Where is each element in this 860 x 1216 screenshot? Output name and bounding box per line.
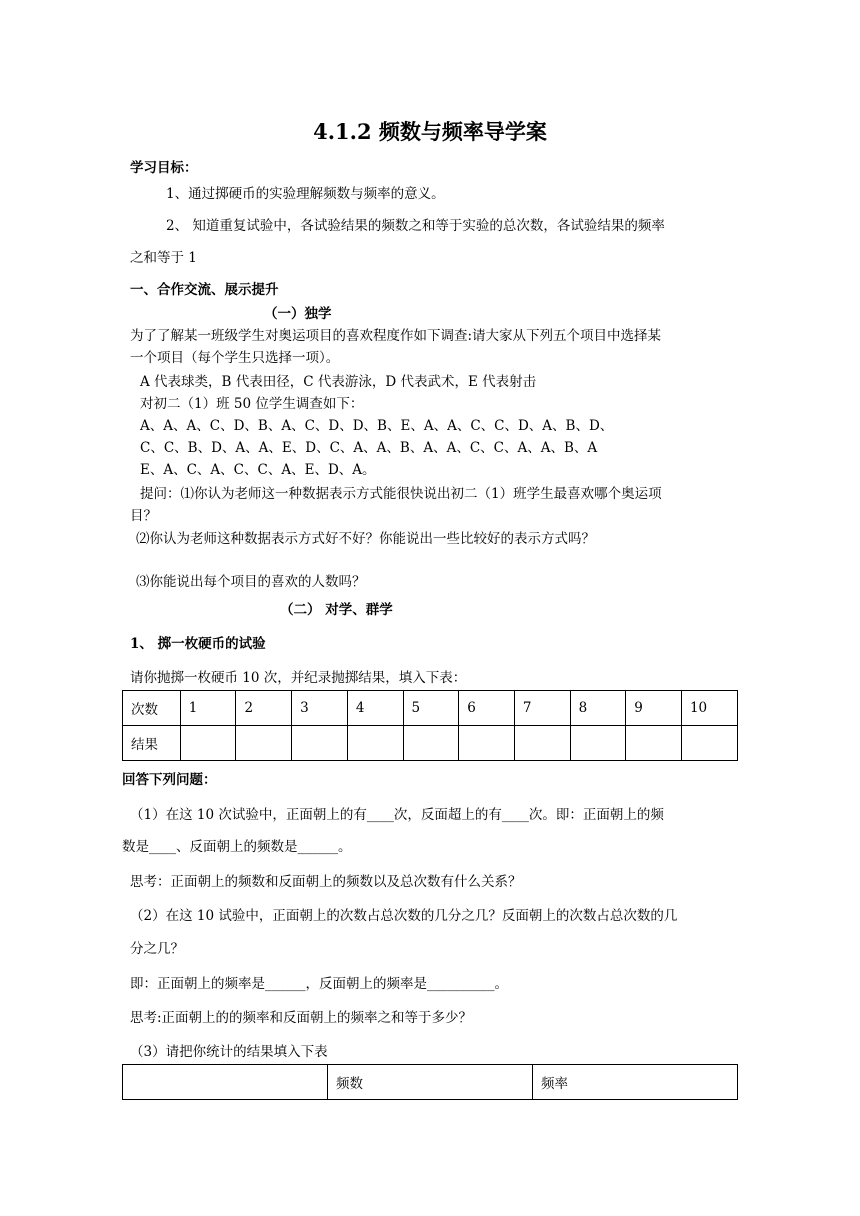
experiment-heading: 1、 掷一枚硬币的试验 xyxy=(130,636,266,652)
q2-answer: 即：正面朝上的频率是______，反面朝上的频率是__________。 xyxy=(130,976,508,992)
table-cell: 10 xyxy=(681,691,737,726)
think1: 思考：正面朝上的频数和反面朝上的频数以及总次数有什么关系？ xyxy=(130,874,522,890)
table-row xyxy=(123,726,738,761)
survey-data-line1: A、A、A、C、D、B、A、C、D、D、B、E、A、A、C、C、D、A、B、D、 xyxy=(140,418,614,434)
objective-2-line2: 之和等于 1 xyxy=(130,250,197,266)
result-cell[interactable] xyxy=(459,726,515,761)
question1-line2: 目？ xyxy=(130,508,157,524)
survey-intro-line1: 为了了解某一班级学生对奥运项目的喜欢程度作如下调查:请大家从下列五个项目中选择某 xyxy=(130,328,662,344)
think2: 思考:正面朝上的的频率和反面朝上的频率之和等于多少？ xyxy=(130,1010,473,1026)
experiment-instruction: 请你抛掷一枚硬币 10 次，并纪录抛掷结果，填入下表： xyxy=(130,670,467,686)
table-cell xyxy=(123,1065,328,1100)
table-cell: 9 xyxy=(626,691,682,726)
q2-line2: 分之几？ xyxy=(130,941,184,957)
table-cell: 8 xyxy=(570,691,626,726)
result-cell[interactable] xyxy=(570,726,626,761)
result-cell[interactable] xyxy=(180,726,236,761)
page-title: 4.1.2 频数与频率导学案 xyxy=(313,119,547,144)
table-cell: 1 xyxy=(180,691,236,726)
question1-line1: 提问：⑴你认为老师这一种数据表示方式能很快说出初二（1）班学生最喜欢哪个奥运项 xyxy=(140,486,662,502)
q3: （3）请把你统计的结果填入下表 xyxy=(130,1044,328,1060)
frequency-table xyxy=(122,1064,738,1100)
table-cell: 次数 xyxy=(123,691,181,726)
survey-data-line3: E、A、C、A、C、C、A、E、D、A。 xyxy=(140,462,376,478)
survey-scope: 对初二（1）班 50 位学生调查如下： xyxy=(140,396,364,412)
survey-legend: A 代表球类，B 代表田径，C 代表游泳，D 代表武术，E 代表射击 xyxy=(140,374,537,390)
table-cell: 结果 xyxy=(123,726,181,761)
table-cell: 2 xyxy=(236,691,292,726)
result-cell[interactable] xyxy=(403,726,459,761)
table-cell: 6 xyxy=(459,691,515,726)
q1-line2: 数是____、反面朝上的频数是______。 xyxy=(122,839,352,855)
table-row xyxy=(123,1065,738,1100)
questions-heading: 回答下列问题： xyxy=(122,772,217,788)
q1-line1: （1）在这 10 次试验中，正面朝上的有____次，反面超上的有____次。即：正面朝上的频 xyxy=(130,807,664,823)
objective-2-line1: 2、 知道重复试验中，各试验结果的频数之和等于实验的总次数，各试验结果的频率 xyxy=(166,218,665,234)
result-cell[interactable] xyxy=(292,726,348,761)
question3: ⑶你能说出每个项目的喜欢的人数吗？ xyxy=(136,574,366,590)
section1-heading: 一、合作交流、展示提升 xyxy=(130,282,279,298)
result-cell[interactable] xyxy=(626,726,682,761)
question2: ⑵你认为老师这种数据表示方式好不好？你能说出一些比较好的表示方式吗？ xyxy=(136,531,595,547)
objective-1: 1、通过掷硬币的实验理解频数与频率的意义。 xyxy=(166,186,445,202)
table-cell: 频数 xyxy=(328,1065,533,1100)
result-cell[interactable] xyxy=(514,726,570,761)
table-cell: 7 xyxy=(514,691,570,726)
table-cell: 频率 xyxy=(533,1065,738,1100)
subsection-pair-group-study: （二） 对学、群学 xyxy=(280,602,393,618)
result-cell[interactable] xyxy=(347,726,403,761)
table-cell: 4 xyxy=(347,691,403,726)
table-cell: 5 xyxy=(403,691,459,726)
table-row xyxy=(123,691,738,726)
survey-intro-line2: 一个项目（每个学生只选择一项）。 xyxy=(130,350,340,366)
objectives-heading: 学习目标： xyxy=(130,160,198,176)
table-cell: 3 xyxy=(292,691,348,726)
coin-toss-table xyxy=(122,690,738,761)
q2-line1: （2）在这 10 试验中，正面朝上的次数占总次数的几分之几？反面朝上的次数占总次数的几 xyxy=(130,908,678,924)
result-cell[interactable] xyxy=(236,726,292,761)
result-cell[interactable] xyxy=(681,726,737,761)
survey-data-line2: C、C、B、D、A、A、E、D、C、A、A、B、A、A、C、C、A、A、B、A xyxy=(140,440,598,456)
subsection-solo-study: （一）独学 xyxy=(264,306,332,322)
